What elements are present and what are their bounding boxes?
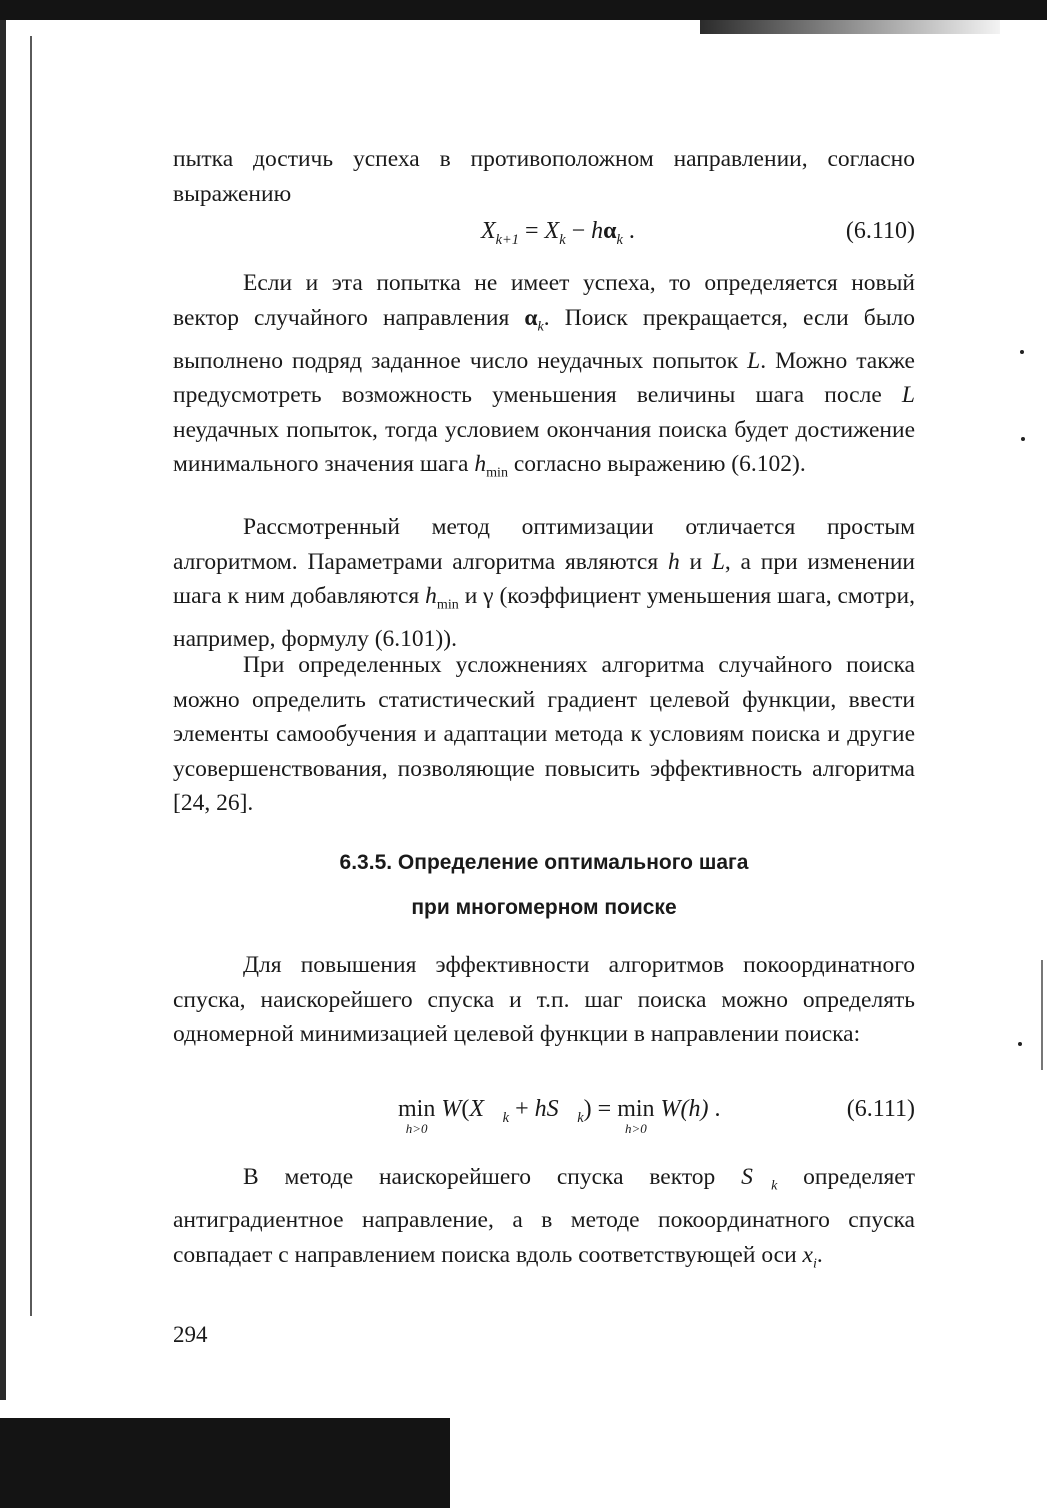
equation-number: (6.110) [845,218,915,244]
scan-border-left [0,20,6,1400]
scan-speck [1018,1042,1022,1046]
section-heading [173,840,915,930]
scan-border-top-fade [700,20,1000,34]
paragraph-2: Если и эта попытка не имеет успеха, то определяется новый вектор случайного направления $\alpha_k$. Поиск прекращается, если было выполнено подряд заданное число неудачных попыток L. Можно также предусмотреть возможность уменьшения величины шага после L неудачных попыток, тогда условием окончания поиска будет достижение минимального значения шага $h_{min}$ согласно выражению (6.102). [173,270,915,481]
equation-expression: $X_{k+1} = X_k - h\alpha_k$ . [481,218,635,248]
paragraph-6: В методе наискорейшего спуска вектор $S⃗_k$ определяет антиградиентное направление, а в методе покоординатного спуска совпадает с направлением поиска вдоль соответствующей оси $x_i$. [173,1164,915,1272]
equation-6-111 [173,1096,915,1146]
paragraph-3: Рассмотренный метод оптимизации отличается простым алгоритмом. Параметрами алгоритма являются h и L, а при изменении шага к ним добавляются $h_{min}$ и γ (коэффициент уменьшения шага, смотри, например, формулу (6.101)). [173,514,916,653]
equation-expression: min h>0 $W(X⃗_k$ + $hS⃗_k) = \min$ h>0 W(h) . [398,1096,721,1136]
equation-6-110 [173,218,915,258]
section-heading-line-2: при многомерном поиске [411,896,677,919]
scan-border-bottom [0,1418,450,1508]
scan-edge-right [1041,960,1043,1070]
page-number: 294 [173,1322,208,1347]
paragraph-1: пытка достичь успеха в противоположном направлении, согласно выражению [173,146,915,207]
section-heading-line-1: 6.3.5. Определение оптимального шага [339,851,749,874]
scan-border-top [0,0,1047,20]
scan-speck [1020,350,1024,354]
scan-page-edge [30,36,32,1316]
scan-speck [1021,437,1025,441]
equation-number: (6.111) [846,1096,915,1122]
paragraph-4: При определенных усложнениях алгоритма случайного поиска можно определить статистический градиент целевой функции, ввести элементы самообучения и адаптации метода к условиям поиска и другие усовершенствования, позволяющие повысить эффективность алгоритма [24, 26]. [173,652,915,816]
paragraph-5: Для повышения эффективности алгоритмов покоординатного спуска, наискорейшего спуска и т.п. шаг поиска можно определять одномерной минимизацией целевой функции в направлении поиска: [173,952,915,1047]
